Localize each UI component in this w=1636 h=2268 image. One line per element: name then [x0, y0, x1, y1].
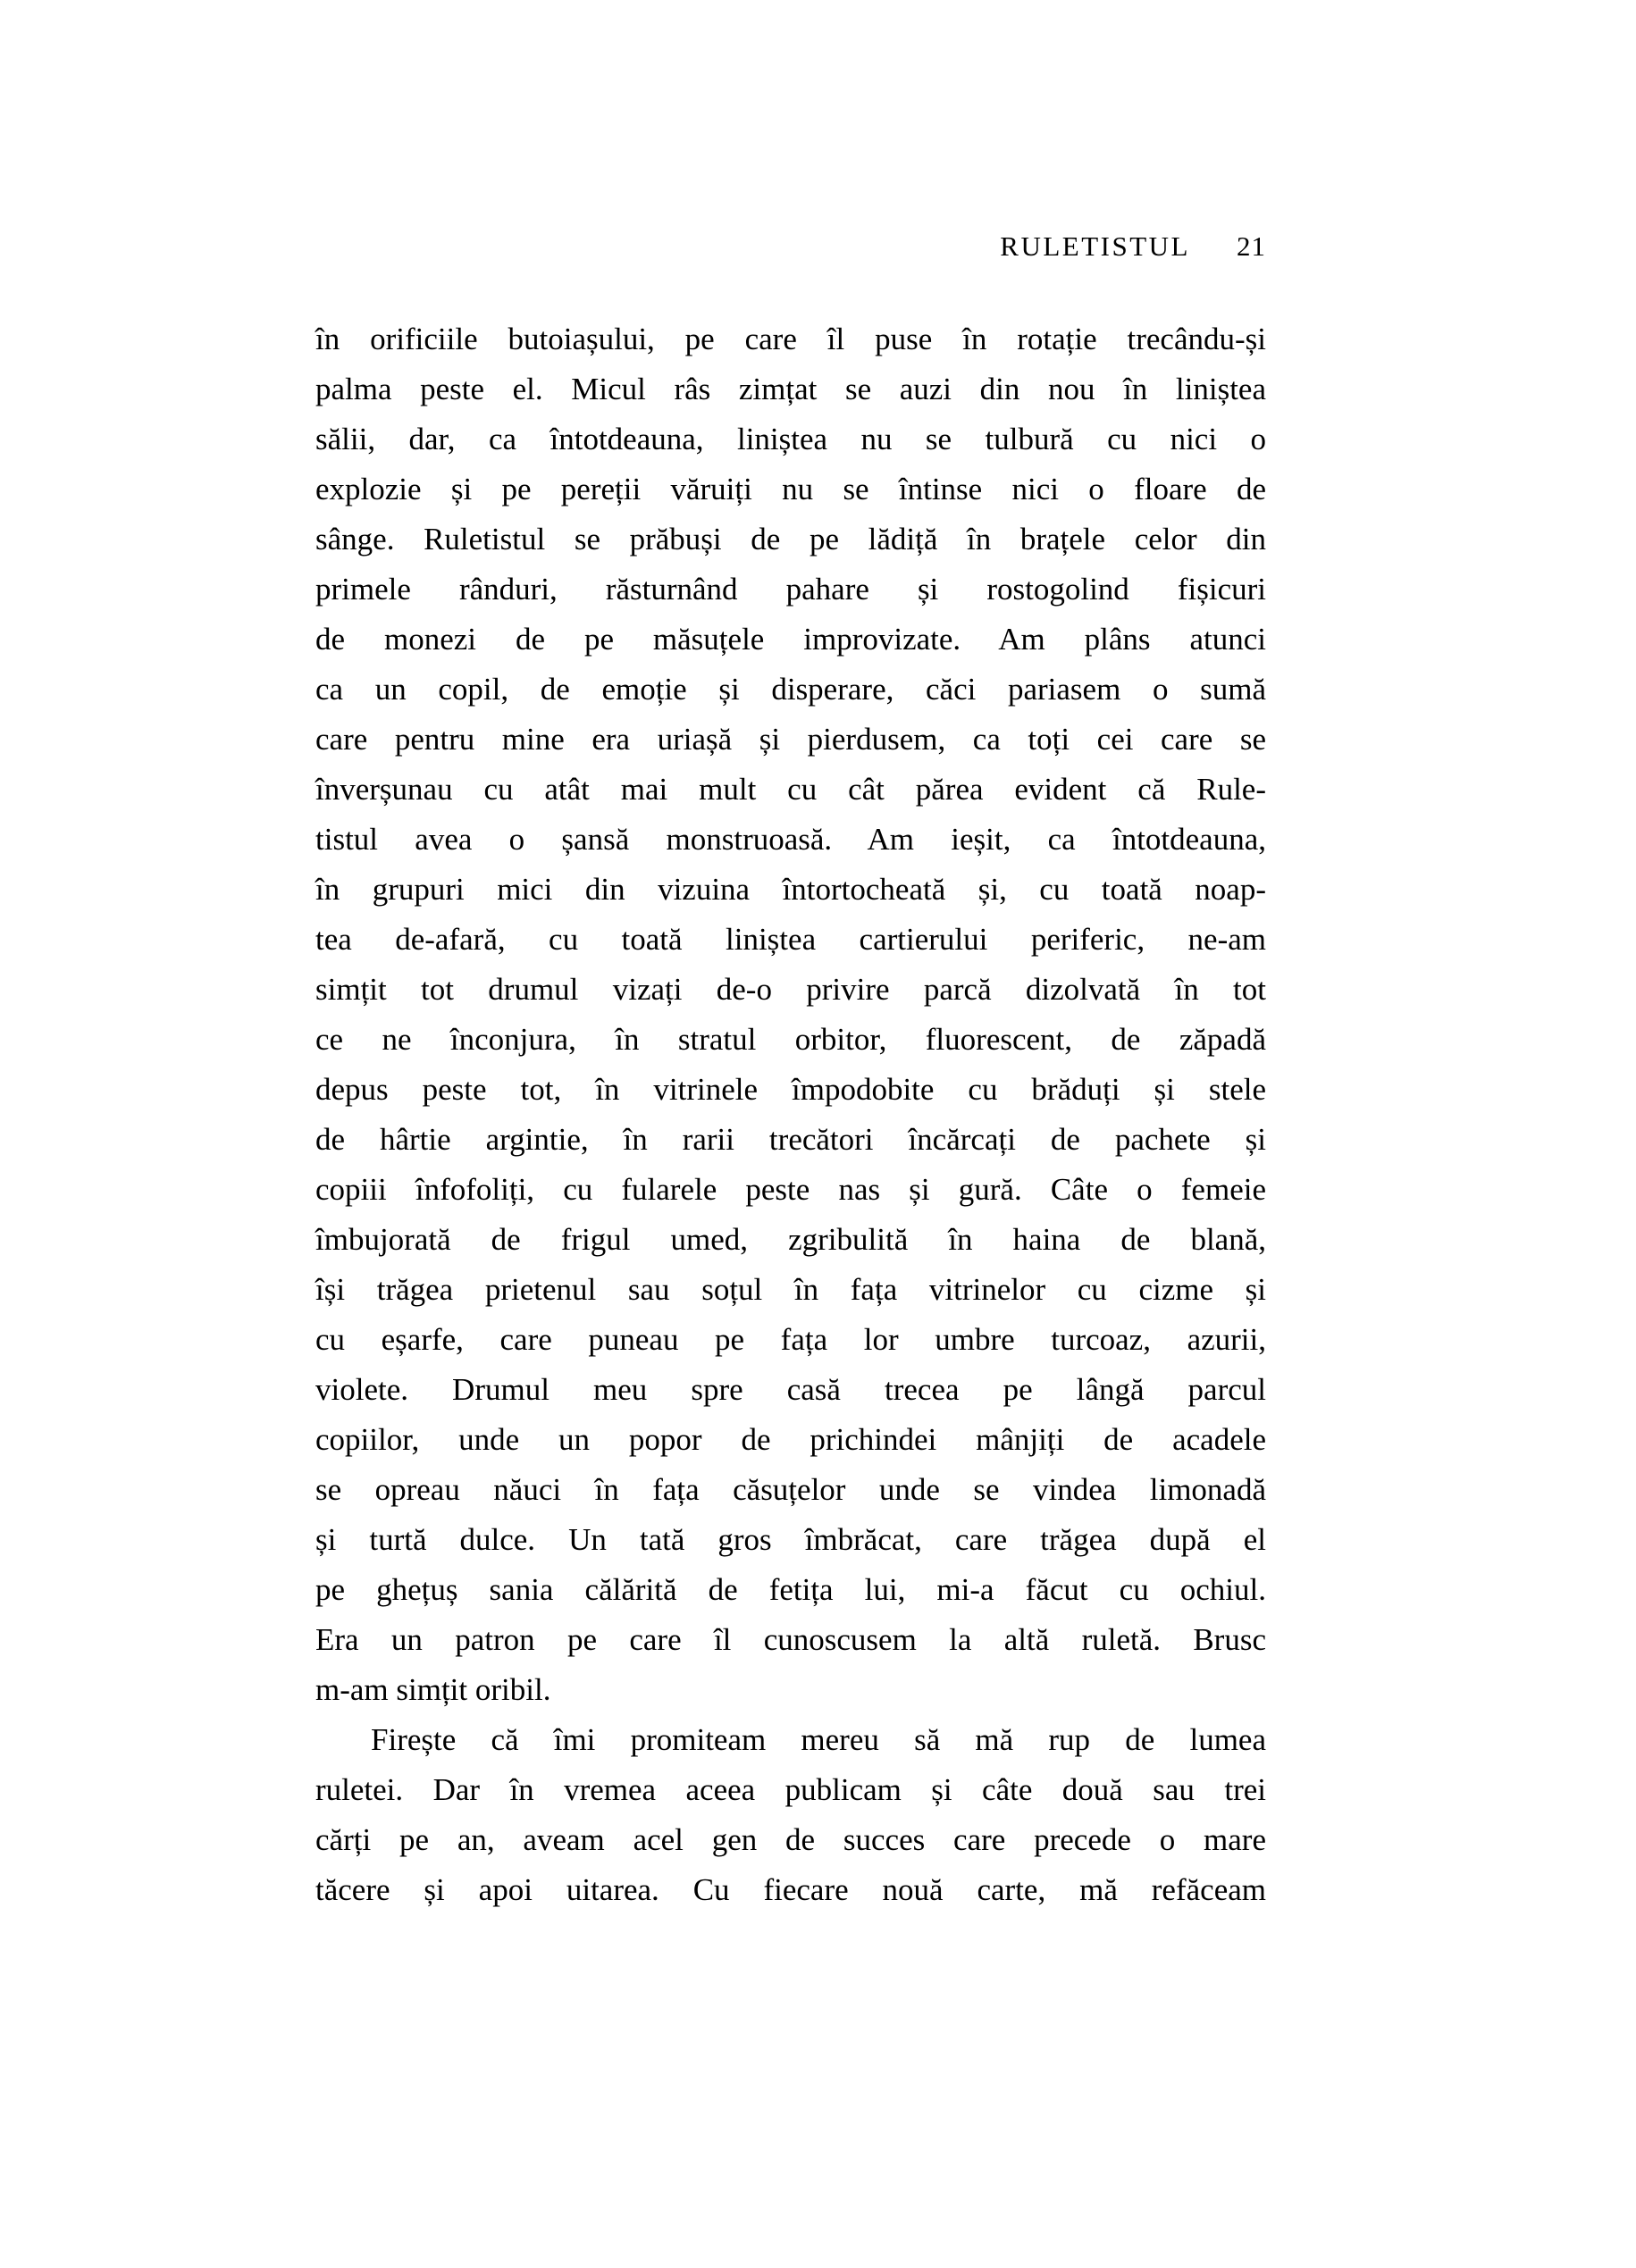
text-line: sânge. Ruletistul se prăbuși de pe lădiță în brațele celor din [315, 522, 1266, 557]
running-header [315, 230, 1266, 263]
text-line: explozie și pe pereții văruiți nu se întinse nici o floare de [315, 472, 1266, 506]
text-line: copiii înfofoliți, cu fularele peste nas și gură. Câte o femeie [315, 1172, 1266, 1207]
page-number: 21 [1237, 230, 1266, 262]
text-line: ca un copil, de emoție și disperare, căci pariasem o sumă [315, 672, 1266, 707]
text-line: tăcere și apoi uitarea. Cu fiecare nouă carte, mă refăceam [315, 1872, 1266, 1907]
text-line: cărți pe an, aveam acel gen de succes care precede o mare [315, 1822, 1266, 1857]
running-header-title: RULETISTUL [1000, 230, 1190, 262]
text-line: primele rânduri, răsturnând pahare și rostogolind fișicuri [315, 572, 1266, 607]
text-line: pe ghețuș sania călărită de fetița lui, mi-a făcut cu ochiul. [315, 1572, 1266, 1607]
text-line: violete. Drumul meu spre casă trecea pe lângă parcul [315, 1372, 1266, 1407]
text-line: tea de-afară, cu toată liniștea cartierului periferic, ne-am [315, 922, 1266, 957]
text-line: ruletei. Dar în vremea aceea publicam și câte două sau trei [315, 1772, 1266, 1807]
text-line: m-am simțit oribil. [315, 1672, 551, 1707]
text-line: de monezi de pe măsuțele improvizate. Am plâns atunci [315, 622, 1266, 657]
text-line: în grupuri mici din vizuina întortocheată și, cu toată noap- [315, 872, 1266, 907]
text-line: tistul avea o șansă monstruoasă. Am ieșit, ca întotdeauna, [315, 822, 1266, 857]
text-line: sălii, dar, ca întotdeauna, liniștea nu se tulbură cu nici o [315, 422, 1266, 456]
text-line: Firește că îmi promiteam mereu să mă rup de lumea [371, 1722, 1266, 1757]
text-line: în orificiile butoiașului, pe care îl puse în rotație trecându-și [315, 322, 1266, 356]
text-line: Era un patron pe care îl cunoscusem la altă ruletă. Brusc [315, 1622, 1266, 1657]
text-line: ce ne înconjura, în stratul orbitor, fluorescent, de zăpadă [315, 1022, 1266, 1057]
text-line: depus peste tot, în vitrinele împodobite cu brăduți și stele [315, 1072, 1266, 1107]
text-line: palma peste el. Micul râs zimțat se auzi din nou în liniștea [315, 372, 1266, 406]
text-line: își trăgea prietenul sau soțul în fața vitrinelor cu cizme și [315, 1272, 1266, 1307]
text-line: și turtă dulce. Un tată gros îmbrăcat, care trăgea după el [315, 1522, 1266, 1557]
text-line: se opreau năuci în fața căsuțelor unde se vindea limonadă [315, 1472, 1266, 1507]
text-line: simțit tot drumul vizați de-o privire parcă dizolvată în tot [315, 972, 1266, 1007]
text-line: îmbujorată de frigul umed, zgribulită în haina de blană, [315, 1222, 1266, 1257]
text-line: înverșunau cu atât mai mult cu cât părea evident că Rule- [315, 772, 1266, 807]
text-line: copiilor, unde un popor de prichindei mânjiți de acadele [315, 1422, 1266, 1457]
text-line: de hârtie argintie, în rarii trecători încărcați de pachete și [315, 1122, 1266, 1157]
body-text-block [315, 314, 1266, 1915]
text-line: cu eșarfe, care puneau pe fața lor umbre turcoaz, azurii, [315, 1322, 1266, 1357]
text-line: care pentru mine era uriașă și pierdusem, ca toți cei care se [315, 722, 1266, 757]
